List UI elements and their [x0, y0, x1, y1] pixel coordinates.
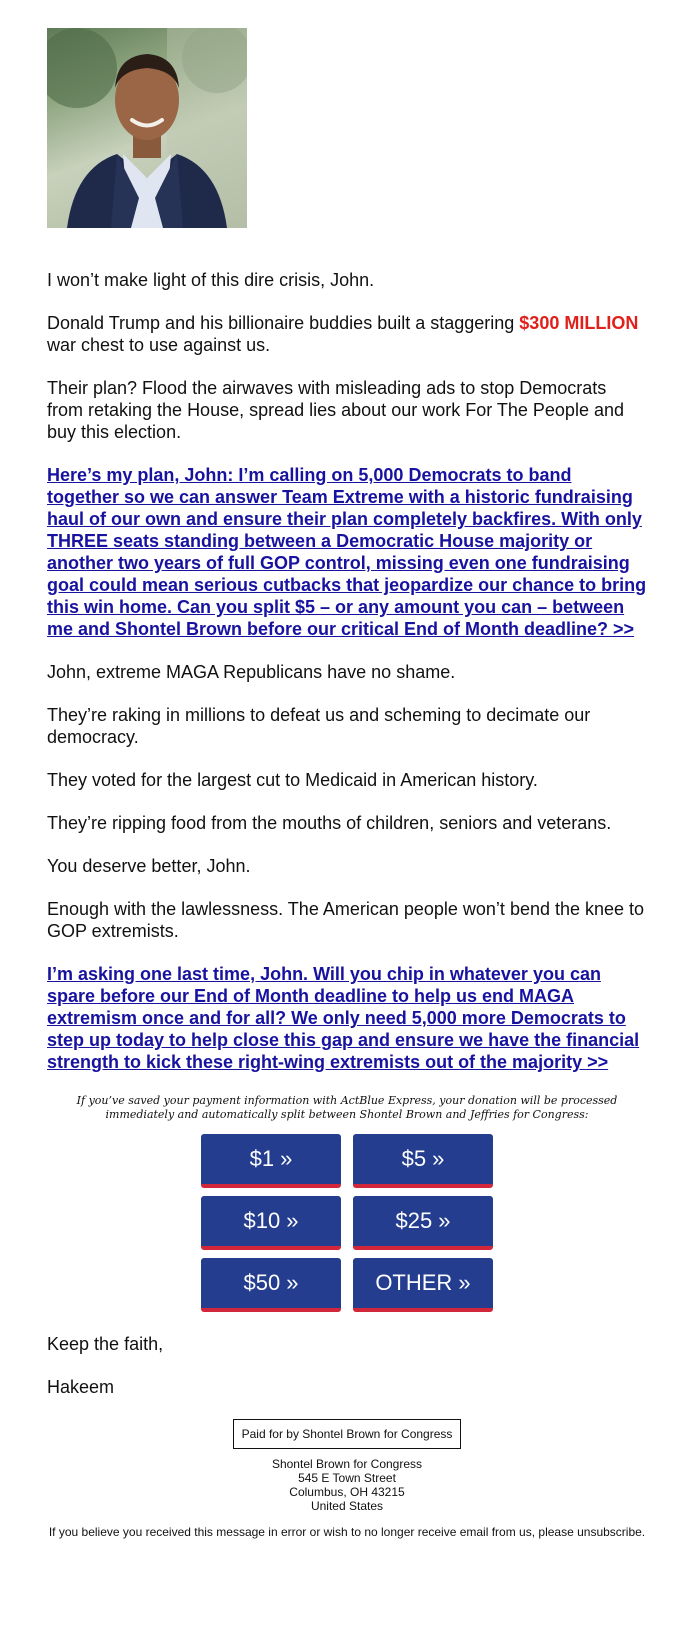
plan-paragraph: Their plan? Flood the airwaves with misleading ads to stop Democrats from retaking the House, spread lies about our work For The People and buy this election. [47, 378, 624, 442]
donate-10-button[interactable]: $10 » [201, 1196, 341, 1250]
unsubscribe-text[interactable]: If you believe you received this message in error or wish to no longer receive email from us, please unsubscribe. [48, 1525, 646, 1539]
donate-25-button[interactable]: $25 » [353, 1196, 493, 1250]
amount-highlight: $300 MILLION [519, 313, 639, 333]
donate-other-button[interactable]: OTHER » [353, 1258, 493, 1312]
cta-paragraph-2 [47, 963, 647, 1073]
email-footer [47, 1419, 647, 1539]
paid-for-box: Paid for by Shontel Brown for Congress [233, 1419, 462, 1449]
signoff: Keep the faith, [47, 1334, 164, 1354]
donate-50-button[interactable]: $50 » [201, 1258, 341, 1312]
greeting: I won’t make light of this dire crisis, John. [47, 270, 375, 290]
donate-link-2[interactable]: I’m asking one last time, John. Will you chip in whatever you can spare before our End of Month deadline to help us end MAGA extremism once and for all? We only need 5,000 more Democrats to step up today to help close this gap and ensure we have the financial strength to kick these right-wing extremists out of the majority >> [47, 964, 640, 1072]
trump-paragraph [47, 312, 647, 356]
candidate-photo [47, 28, 247, 228]
footer-city: Columbus, OH 43215 [289, 1485, 405, 1499]
medicaid-paragraph: They voted for the largest cut to Medicaid in American history. [47, 770, 538, 790]
donation-grid [201, 1134, 493, 1312]
trump-paragraph-start: Donald Trump and his billionaire buddies built a staggering [47, 313, 520, 333]
cta-paragraph-1 [47, 464, 647, 640]
raking-paragraph: They’re raking in millions to defeat us and scheming to decimate our democracy. [47, 705, 591, 747]
food-paragraph: They’re ripping food from the mouths of children, seniors and veterans. [47, 813, 612, 833]
footer-country: United States [310, 1499, 384, 1513]
donate-5-button[interactable]: $5 » [353, 1134, 493, 1188]
donate-link-1[interactable]: Here’s my plan, John: I’m calling on 5,000 Democrats to band together so we can answer Team Extreme with a historic fundraising haul of our own and ensure their plan completely backfires. With only THREE seats standing between a Democratic House majority or another two years of full GOP control, missing even one fundraising goal could mean serious cutbacks that jeopardize our chance to bring this win home. Can you split $5 – or any amount you can – between me and Shontel Brown before our critical End of Month deadline? >> [47, 465, 647, 639]
trump-paragraph-end: war chest to use against us. [47, 335, 271, 355]
maga-paragraph: John, extreme MAGA Republicans have no shame. [47, 662, 456, 682]
donate-1-button[interactable]: $1 » [201, 1134, 341, 1188]
footer-street: 545 E Town Street [298, 1471, 396, 1485]
email-content [47, 269, 647, 1539]
lawlessness-paragraph: Enough with the lawlessness. The American people won’t bend the knee to GOP extremists. [47, 899, 645, 941]
signature: Hakeem [47, 1377, 115, 1397]
footer-org: Shontel Brown for Congress [271, 1457, 423, 1471]
deserve-paragraph: You deserve better, John. [47, 856, 251, 876]
actblue-note: If you’ve saved your payment information with ActBlue Express, your donation will be processed immediately and automatically split between Shontel Brown and Jeffries for Congress: [76, 1094, 618, 1121]
